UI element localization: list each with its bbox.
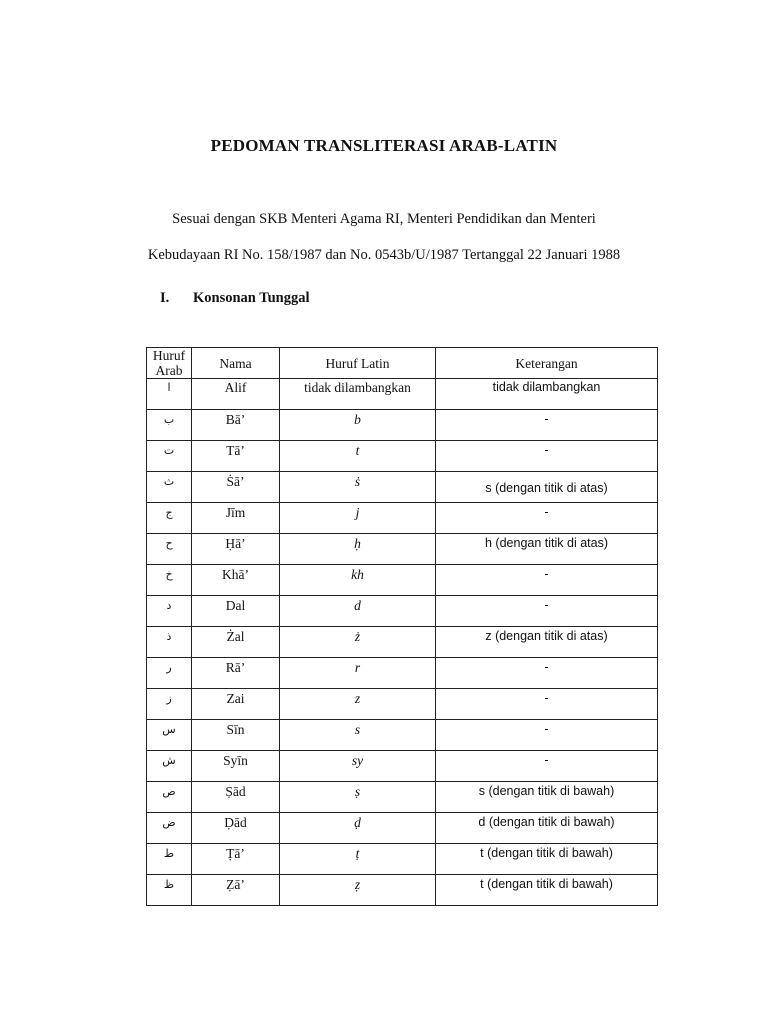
cell-huruf-latin: ṡ	[280, 472, 436, 503]
cell-nama: Alif	[192, 379, 280, 410]
cell-keterangan: -	[436, 689, 658, 720]
table-row	[147, 844, 658, 875]
cell-huruf-latin: r	[280, 658, 436, 689]
cell-huruf-arab: ش	[147, 751, 192, 782]
cell-huruf-arab: ظ	[147, 875, 192, 906]
table-row	[147, 596, 658, 627]
cell-nama: Bā’	[192, 410, 280, 441]
section-heading	[160, 290, 309, 307]
cell-nama: Żal	[192, 627, 280, 658]
header-huruf-arab: Huruf Arab	[147, 348, 192, 379]
table-header-row	[147, 348, 658, 379]
cell-huruf-latin: kh	[280, 565, 436, 596]
cell-huruf-arab: ص	[147, 782, 192, 813]
table-row	[147, 720, 658, 751]
table-row	[147, 565, 658, 596]
cell-nama: Syīn	[192, 751, 280, 782]
table-row	[147, 782, 658, 813]
cell-huruf-latin: ḍ	[280, 813, 436, 844]
cell-keterangan: t (dengan titik di bawah)	[436, 844, 658, 875]
cell-huruf-latin: ṭ	[280, 844, 436, 875]
cell-huruf-latin: t	[280, 441, 436, 472]
cell-huruf-arab: ض	[147, 813, 192, 844]
cell-keterangan: s (dengan titik di bawah)	[436, 782, 658, 813]
header-keterangan: Keterangan	[436, 348, 658, 379]
cell-huruf-arab: ت	[147, 441, 192, 472]
table-row	[147, 658, 658, 689]
header-nama: Nama	[192, 348, 280, 379]
cell-nama: Jīm	[192, 503, 280, 534]
cell-huruf-arab: ب	[147, 410, 192, 441]
cell-huruf-latin: ḥ	[280, 534, 436, 565]
section-number: I.	[160, 290, 170, 306]
cell-keterangan: z (dengan titik di atas)	[436, 627, 658, 658]
cell-huruf-latin: ṣ	[280, 782, 436, 813]
table-row	[147, 441, 658, 472]
table-row	[147, 751, 658, 782]
cell-keterangan: d (dengan titik di bawah)	[436, 813, 658, 844]
cell-nama: Rā’	[192, 658, 280, 689]
table-row	[147, 689, 658, 720]
cell-nama: Khā’	[192, 565, 280, 596]
cell-huruf-arab: خ	[147, 565, 192, 596]
table-row	[147, 875, 658, 906]
cell-keterangan: -	[436, 410, 658, 441]
header-huruf-latin: Huruf Latin	[280, 348, 436, 379]
cell-huruf-arab: ز	[147, 689, 192, 720]
cell-huruf-latin: sy	[280, 751, 436, 782]
cell-huruf-arab: س	[147, 720, 192, 751]
cell-huruf-arab: ذ	[147, 627, 192, 658]
cell-keterangan: -	[436, 658, 658, 689]
cell-keterangan: -	[436, 596, 658, 627]
cell-huruf-latin: s	[280, 720, 436, 751]
cell-nama: Ṭā’	[192, 844, 280, 875]
cell-nama: Zai	[192, 689, 280, 720]
cell-nama: Tā’	[192, 441, 280, 472]
page-title: PEDOMAN TRANSLITERASI ARAB-LATIN	[210, 136, 558, 155]
table-row	[147, 813, 658, 844]
cell-keterangan: -	[436, 751, 658, 782]
cell-nama: Ṣād	[192, 782, 280, 813]
section-title: Konsonan Tunggal	[193, 290, 310, 306]
cell-keterangan: -	[436, 720, 658, 751]
table-row	[147, 379, 658, 410]
table-body	[147, 379, 658, 906]
table-row	[147, 534, 658, 565]
cell-huruf-latin: ż	[280, 627, 436, 658]
cell-nama: Ẓā’	[192, 875, 280, 906]
cell-keterangan: t (dengan titik di bawah)	[436, 875, 658, 906]
cell-keterangan: -	[436, 565, 658, 596]
intro-line-1: Sesuai dengan SKB Menteri Agama RI, Menteri Pendidikan dan Menteri	[172, 211, 596, 227]
cell-huruf-arab: ا	[147, 379, 192, 410]
cell-huruf-latin: z	[280, 689, 436, 720]
cell-keterangan: h (dengan titik di atas)	[436, 534, 658, 565]
cell-keterangan: tidak dilambangkan	[436, 379, 658, 410]
cell-nama: Ṡā’	[192, 472, 280, 503]
transliteration-table	[146, 347, 658, 906]
cell-keterangan: s (dengan titik di atas)	[436, 472, 658, 503]
cell-huruf-latin: j	[280, 503, 436, 534]
cell-nama: Sīn	[192, 720, 280, 751]
cell-nama: Ḍād	[192, 813, 280, 844]
cell-nama: Ḥā’	[192, 534, 280, 565]
cell-huruf-latin: ẓ	[280, 875, 436, 906]
cell-huruf-arab: ر	[147, 658, 192, 689]
table-row	[147, 627, 658, 658]
cell-huruf-arab: ث	[147, 472, 192, 503]
cell-nama: Dal	[192, 596, 280, 627]
table-row	[147, 410, 658, 441]
intro-line-2: Kebudayaan RI No. 158/1987 dan No. 0543b/U/1987 Tertanggal 22 Januari 1988	[147, 247, 621, 263]
cell-keterangan: -	[436, 441, 658, 472]
table-row	[147, 503, 658, 534]
cell-keterangan: -	[436, 503, 658, 534]
cell-huruf-latin: tidak dilambangkan	[280, 379, 436, 410]
cell-huruf-arab: د	[147, 596, 192, 627]
cell-huruf-latin: b	[280, 410, 436, 441]
cell-huruf-latin: d	[280, 596, 436, 627]
table-row	[147, 472, 658, 503]
cell-huruf-arab: ج	[147, 503, 192, 534]
cell-huruf-arab: ط	[147, 844, 192, 875]
cell-huruf-arab: ح	[147, 534, 192, 565]
